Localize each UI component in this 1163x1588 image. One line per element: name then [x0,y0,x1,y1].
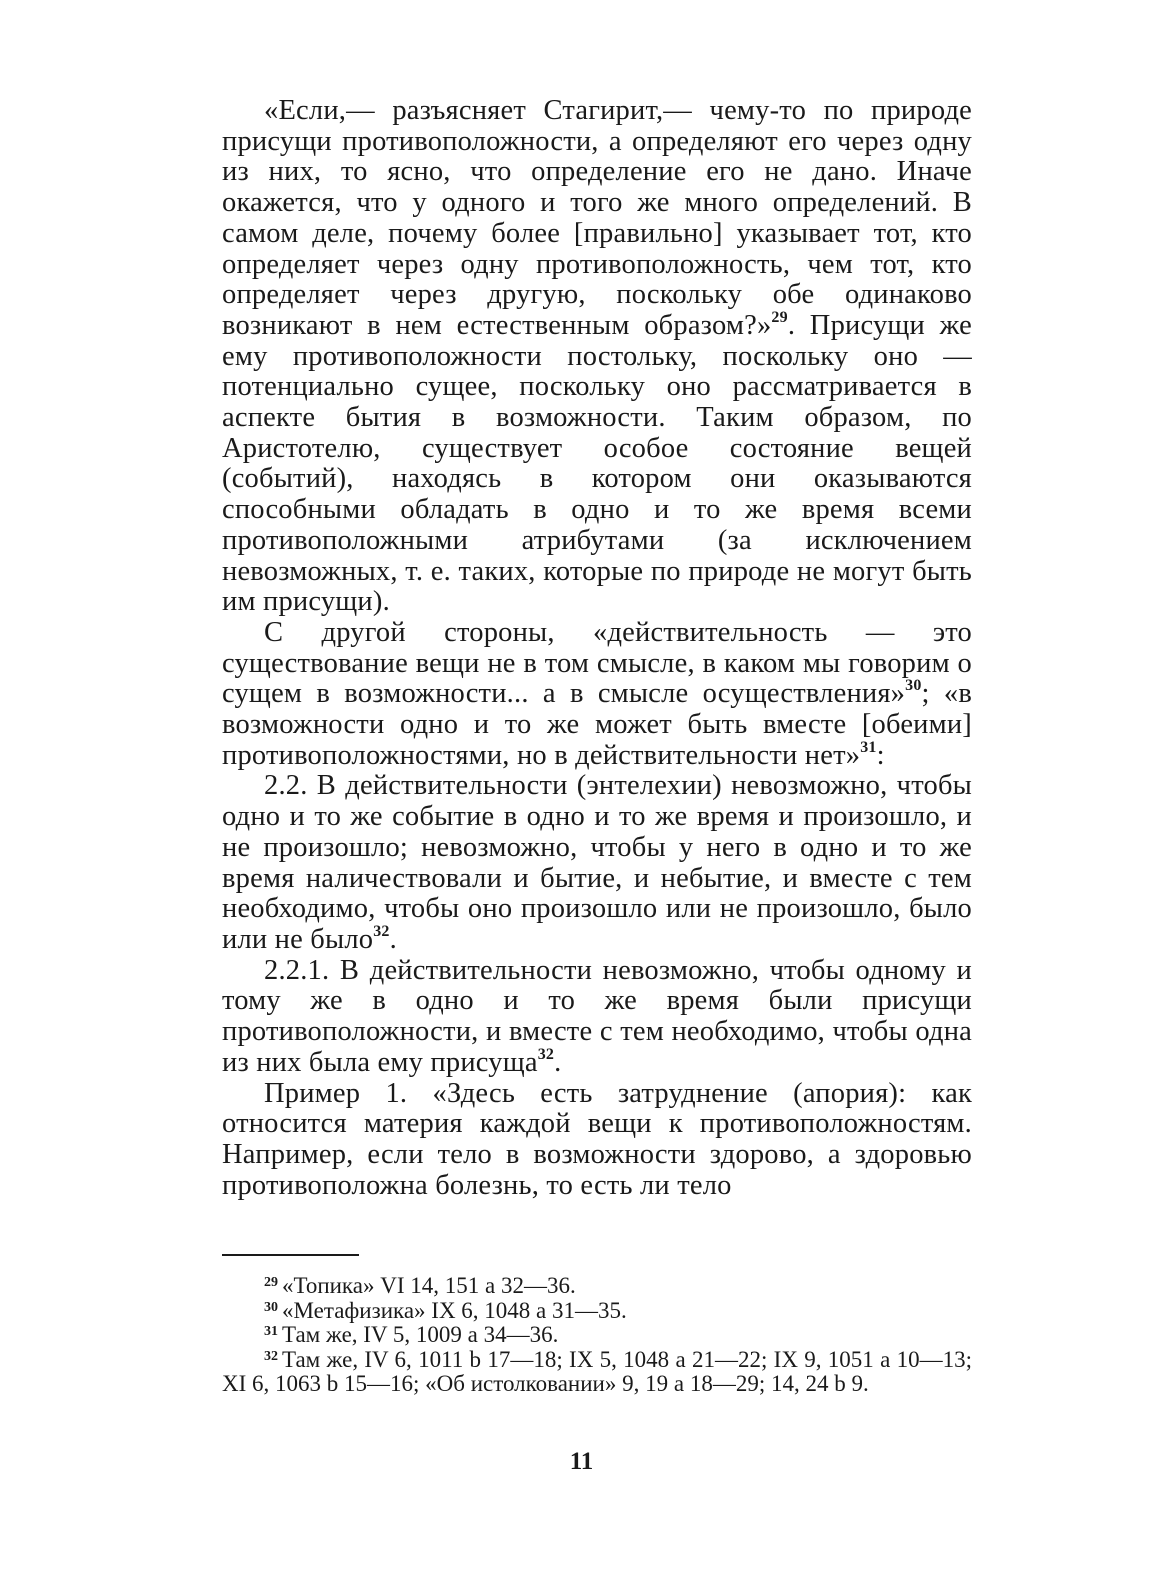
footnote [222,1323,972,1348]
text-segment: Пример 1. «Здесь есть затруднение (апория): как относится материя каждой вещи к противоположностям. Например, если тело в возможности здорово, а здоровью противоположна болезнь, то есть ли тело [222,1077,972,1201]
footnote-separator [222,1254,359,1256]
paragraph [222,956,972,1079]
footnote [222,1299,972,1324]
footnote-text: «Метафизика» IX 6, 1048 a 31—35. [282,1297,627,1323]
footnote [222,1274,972,1299]
footnote-reference[interactable]: 30 [905,677,922,695]
footnote-text: «Топика» VI 14, 151 a 32—36. [282,1273,576,1298]
text-segment: . [389,923,397,955]
footnote-number: 31 [264,1324,278,1339]
footnote-number: 32 [264,1348,278,1364]
text-segment: 2.2. В действительности (энтелехии) невозможно, чтобы одно и то же событие в одно и то же время и произошло, и не произошло; невозможно, чтобы у него в одно и то же время наличествовали и бытие, и небытие, и вместе с тем необходимо, чтобы оно произошло или не произошло, было или не было [222,770,972,955]
text-segment: 2.2.1. В действительности невозможно, чтобы одному и тому же в одно и то же время были присущи противоположности, и вместе с тем необходимо, чтобы одна из них была ему присуща [222,954,972,1078]
footnotes [222,1274,972,1397]
text-segment: ; «в возможности одно и то же может быть вместе [обеими] противоположностями, но в действительности нет» [222,678,972,771]
paragraph [222,771,972,955]
footnote-reference[interactable]: 32 [537,1045,555,1063]
footnote-number: 29 [264,1275,278,1290]
text-segment: . [554,1046,562,1078]
footnote-number: 30 [264,1299,278,1315]
text-segment: . Присущи же ему противоположности постольку, поскольку оно — потенциально сущее, поскольку оно рассматривается в аспекте бытия в возможности. Таким образом, по Аристотелю, существует особое состояние вещей (событий), находясь в котором они оказываются способными обладать в одно и то же время всеми противоположными атрибутами (за исключением невозможных, т. е. таких, которые по природе не могут быть им присущи). [222,309,973,618]
text-segment: С другой стороны, «действительность — это существование вещи не в том смысле, в каком мы говорим о сущем в возможности... а в смысле осуществления» [222,616,972,710]
paragraph [222,96,972,618]
footnote-text: Там же, IV 6, 1011 b 17—18; IX 5, 1048 a 21—22; IX 9, 1051 a 10—13; XI 6, 1063 b 15—16; «Об истолковании» 9, 19 a 18—29; 14, 24 b 9. [222,1346,972,1396]
text-segment: : [876,739,885,771]
paragraph [222,1079,972,1202]
main-text [222,96,972,1201]
page-number: 11 [569,1448,594,1475]
footnote-reference[interactable]: 29 [771,308,788,326]
footnote-reference[interactable]: 32 [373,922,390,940]
footnote [222,1348,972,1397]
paragraph [222,618,972,772]
text-segment: «Если,— разъясняет Стагирит,— чему-то по природе присущи противоположности, а определяют его через одну из них, то ясно, что определение его не дано. Иначе окажется, что у одного и того же много определений. В самом деле, почему более [правильно] указывает тот, кто определяет через одну противоположность, чем тот, кто определяет через другую, поскольку обе одинаково возникают в нем естественным образом?» [222,95,972,341]
footnote-reference[interactable]: 31 [860,738,877,756]
footnote-text: Там же, IV 5, 1009 a 34—36. [282,1322,559,1347]
